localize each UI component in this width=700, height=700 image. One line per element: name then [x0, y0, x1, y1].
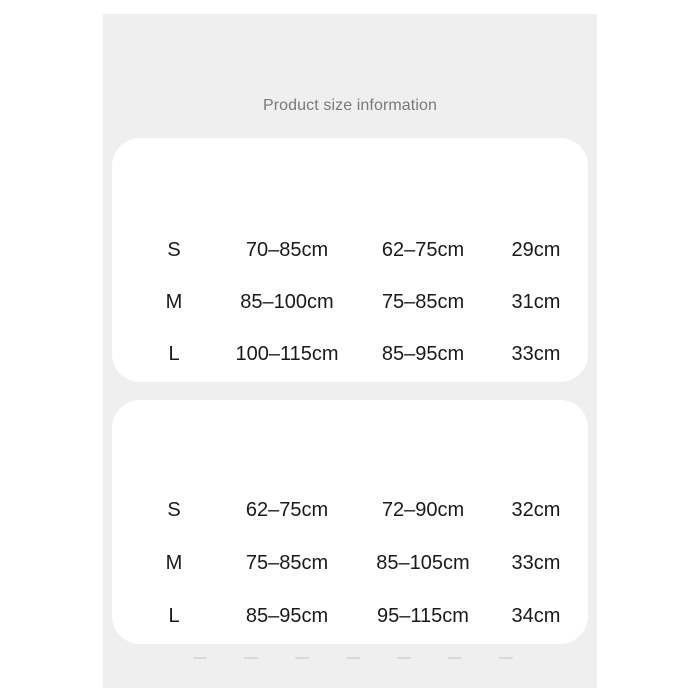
- table-row: [112, 601, 588, 631]
- measurement-cell: 31cm: [511, 291, 561, 313]
- page-title: Product size information: [262, 97, 438, 114]
- size-label: S: [167, 239, 181, 261]
- measurement-cell: 29cm: [511, 239, 561, 261]
- measurement-cell: 33cm: [511, 343, 561, 365]
- table-row: [112, 339, 588, 369]
- table-row: [112, 287, 588, 317]
- table-row: [112, 548, 588, 578]
- measurement-cell: 62–75cm: [245, 499, 329, 521]
- size-info-panel: [103, 14, 597, 688]
- measurement-cell: 62–75cm: [381, 239, 465, 261]
- size-label: L: [168, 605, 180, 627]
- size-label: S: [167, 499, 181, 521]
- size-table-2: [112, 400, 588, 644]
- measurement-cell: 85–100cm: [240, 291, 334, 313]
- size-label: M: [165, 291, 183, 313]
- measurement-cell: 33cm: [511, 552, 561, 574]
- measurement-cell: 75–85cm: [381, 291, 465, 313]
- measurement-cell: 34cm: [511, 605, 561, 627]
- measurement-cell: 32cm: [511, 499, 561, 521]
- measurement-cell: 85–95cm: [245, 605, 329, 627]
- measurement-cell: 72–90cm: [381, 499, 465, 521]
- measurement-cell: 75–85cm: [245, 552, 329, 574]
- measurement-cell: 100–115cm: [235, 343, 339, 365]
- measurement-cell: 70–85cm: [245, 239, 329, 261]
- size-table-1: [112, 138, 588, 382]
- table-row: [112, 495, 588, 525]
- measurement-cell: 95–115cm: [377, 605, 469, 627]
- measurement-cell: 85–95cm: [381, 343, 465, 365]
- footer-decoration: [193, 657, 513, 663]
- size-label: M: [165, 552, 183, 574]
- table-row: [112, 235, 588, 265]
- measurement-cell: 85–105cm: [376, 552, 470, 574]
- size-label: L: [168, 343, 180, 365]
